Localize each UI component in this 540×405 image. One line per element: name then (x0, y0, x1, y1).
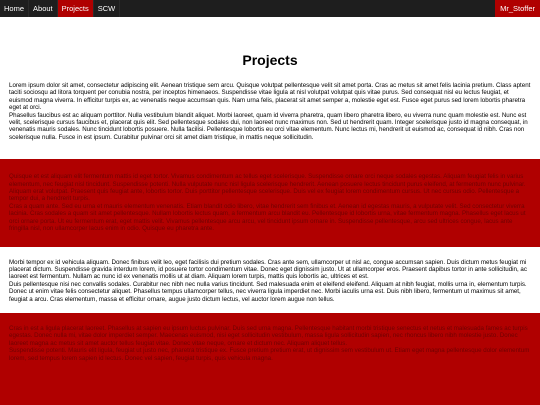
project-band-2 (0, 313, 540, 405)
block2-paragraph-1: Morbi tempor ex id vehicula aliquam. Donec finibus velit leo, eget facilisis dui pretium sodales. Cras ante sem, ullamcorper ut nisl ac, congue accumsan sapien. Duis dictum metus feugiat mi placerat dictum. Suspendisse gravida interdum lorem, id posuere tortor condimentum vitae. Donec eget dignissim justo. Ut at ullamcorper eros. Praesent dapibus tortor in ante sollicitudin, ac laoreet est fermentum. Nullam ac nunc id ex venenatis mollis ut at diam. Aliquam lorem turpis, mattis quis lobortis ac, ultrices et est. (9, 258, 527, 281)
page-title: Projects (242, 52, 298, 68)
top-navbar (0, 0, 540, 17)
band1-paragraph-2: Cras a quam ante. Sed eu urna et mauris elementum venenatis. Etiam blandit odio libero, vitae hendrerit sem finibus et. Aenean id egestas mauris, a vulputate velit. Sed consectetur viverra lacinia. Cras sodales a quam sit amet pellentesque. Nullam lobortis lectus quam, a fermentum arcu blandit eu. Pellentesque id lobortis urna, vitae fermentum magna. Phasellus eget lacus ut orci ornare porta. Ut eu fermentum erat, eget mattis velit. Vivamus pellentesque arcu arcu, vel tincidunt ipsum ornare in. Suspendisse pellentesque, arcu sed ultrices congue, lacus ante fringilla nisl, non ullamcorper lacus enim in odio. Quisque eu pharetra ante. (9, 202, 526, 233)
nav-home-link[interactable]: Home (0, 0, 29, 17)
nav-user-area (495, 0, 540, 17)
project-band-1 (0, 159, 540, 246)
band1-paragraph-1: Quisque et est aliquam elit fermentum mattis id eget tortor. Vivamus condimentum ac tellus eget scelerisque. Suspendisse ornare orci neque sodales egestas. Aliquam feugiat felis in varius elementum, nec feugiat nisl tincidunt. Suspendisse potenti. Nulla vulputate nunc nisl ligula scelerisque hendrerit. Aenean posuere lectus tincidunt purus eleifend, at fermentum nunc pulvinar. Aliquam erat volutpat. Praesent quis feugiat ante, lobortis tortor. Duis porttitor pellentesque scelerisque. Duis vel ex feugiat lorem condimentum cursus. Ut nec cursus odio. Pellentesque a tempor dui, a hendrerit turpis. (9, 173, 526, 203)
nav-about-link[interactable]: About (29, 0, 58, 17)
intro-section (0, 82, 540, 141)
intro-paragraph-2: Phasellus faucibus est ac aliquam porttitor. Nulla vestibulum blandit aliquet. Morbi laoreet, quam id viverra pharetra, quam libero pharetra libero, eu viverra nunc quam molestie est. Nunc est velit, scelerisque cursus faucibus et, placerat quis elit. Sed pellentesque sodales dui, non laoreet nunc maximus non. Sed ut hendrerit quam. Integer scelerisque justo id magna consequat, in venenatis mauris sodales. Nunc tincidunt lobortis posuere. Nulla facilisi. Pellentesque lobortis eu orci vitae elementum. Nunc lectus mi, hendrerit ut euismod ac, consequat id nibh. Cras non scelerisque nulla. Fusce in est ipsum. Curabitur pulvinar orci sit amet diam tristique, in mattis neque sollicitudin. (9, 111, 528, 141)
nav-scw-link[interactable]: SCW (94, 0, 121, 17)
band2-paragraph-1: Cras in est a ligula placerat laoreet. Phasellus at sapien eu ipsum luctus pulvinar. Duis sed urna magna. Pellentesque habitant morbi tristique senectus et netus et malesuada fames ac turpis egestas. Donec nulla mi, vitae dolor imperdiet semper. Maecenas euismod, nisi eget sollicitudin vestibulum, massa ligula sollicitudin sapien, nec rhoncus libero nibh molestie justo. Donec laoreet magna ac metus sit amet auctor tellus feugiat vitae. Donec vitae neque, ornare et dictum nec. Aliquam aliquet tellus. (9, 324, 528, 347)
block2-paragraph-2: Duis pellentesque nisi nec convallis sodales. Curabitur nec nibh nec nulla varius tincidunt. Sed malesuada enim et eleifend eleifend. Aliquam at nibh feugiat, mollis urna in, elementum turpis. Donec ut enim vitae felis consectetur aliquet. Phasellus tempus ullamcorper tellus, nec viverra ligula imperdiet nec. Morbi iaculis urna est. Duis nibh libero, fermentum ut maximus sit amet, feugiat a arcu. Cras elementum, massa et efficitur ornare, augue justo dictum lectus, vel auctor lorem augue non tellus. (9, 280, 527, 303)
nav-links (0, 0, 120, 17)
band2-paragraph-2: Suspendisse potenti. Mauris elit ligula, feugiat ut justo nec, pharetra tristique ex. Fusce pretium pretium erat, ut dignissim sem vestibulum ut. Etiam eget magna pellentesque dolor elementum lorem, sed tempus lorem sapien id lectus. Donec vel sapien, feugiat turpis, quis vehicula magna. (9, 347, 530, 362)
intro-paragraph-1: Lorem ipsum dolor sit amet, consectetur adipiscing elit. Aenean tristique sem arcu. Quisque volutpat pellentesque velit sit amet porta. Cras ac metus sit amet felis lacinia pretium. Class aptent taciti sociosqu ad litora torquent per conubia nostra, per inceptos himenaeos. Suspendisse vitae ligula at nisl volutpat volutpat quis vitae purus. Sed consequat nisl eu lectus feugiat, et euismod magna viverra. In efficitur turpis ex, ac venenatis neque accumsan quis. Nam urna felis, placerat sit amet semper a, molestie eget est. Fusce eget purus sed lorem lobortis pharetra eget at orci. (9, 82, 531, 112)
user-menu-link[interactable]: Mr_Stoffer (495, 0, 540, 17)
project-block-2 (0, 247, 540, 313)
nav-projects-link[interactable]: Projects (58, 0, 94, 17)
